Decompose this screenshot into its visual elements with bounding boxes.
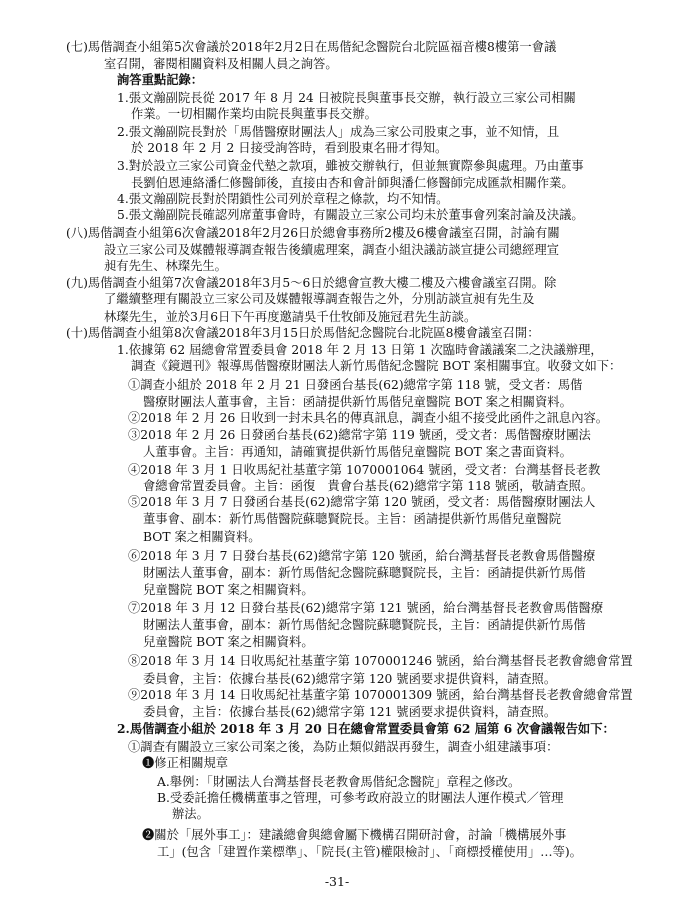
text-line: (九)馬偕調查小組第7次會議2018年3月5～6日於總會宣教大樓二樓及六樓會議室召開。除	[66, 276, 557, 291]
text-line: 兒童醫院 BOT 案之相關資料。	[143, 635, 314, 650]
text-line: 財團法人董事會，副本：新竹馬偕紀念醫院蘇聰賢院長，主旨：函請提供新竹馬偕	[143, 565, 586, 580]
text-line: ⑦2018 年 3 月 12 日發台基長(62)總常字第 121 號函，給台灣基督長老教會馬偕醫療	[128, 601, 604, 616]
text-line: 昶有先生、林璨先生。	[104, 259, 227, 273]
text-line: ⑤2018 年 3 月 7 日發函台基長(62)總常字第 120 號函，受文者：馬偕醫療財團法人	[128, 495, 596, 510]
text-line: ⑨2018 年 3 月 14 日收馬紀社基董字第 1070001309 號函，給台灣基督長老教會總會常置	[128, 687, 633, 702]
text-line: 工」(包含「建置作業標準」、「院長(主管)權限檢討」、「商標授權使用」…等)。	[157, 845, 582, 860]
text-line: ②2018 年 2 月 26 日收到一封未具名的傳真訊息，調查小組不接受此函件之訊息內容。	[128, 411, 609, 426]
text-line: 兒童醫院 BOT 案之相關資料。	[143, 583, 314, 597]
text-line: 委員會，主旨：依據台基長(62)總常字第 120 號函要求提供資料，請查照。	[143, 671, 557, 686]
page-number: -31-	[324, 874, 350, 889]
text-line: 醫療財團法人董事會，主旨：函請提供新竹馬偕兒童醫院 BOT 案之相關資料。	[143, 394, 572, 409]
text-line: 1.張文瀚副院長從 2017 年 8 月 24 日被院長與董事長交辦，執行設立三家公司相關	[117, 90, 576, 105]
text-line: (七)馬偕調查小組第5次會議於2018年2月2日在馬偕紀念醫院台北院區福音樓8樓第一會議	[66, 40, 557, 54]
text-line: ❶修正相關規章	[142, 755, 229, 770]
text-line: 調查《鏡週刊》報導馬偕醫療財團法人新竹馬偕紀念醫院 BOT 案相關事宜。收發文如下：	[131, 359, 622, 374]
text-line: 5.張文瀚副院長確認列席董事會時，有關設立三家公司均未於董事會列案討論及決議。	[117, 208, 584, 223]
text-line: (十)馬偕調查小組第8次會議2018年3月15日於馬偕紀念醫院台北院區8樓會議室召開：	[66, 325, 540, 340]
text-line: 2.張文瀚副院長對於「馬偕醫療財團法人」成為三家公司股東之事，並不知情，且	[117, 125, 560, 140]
text-line: 詢答重點記錄：	[117, 72, 204, 88]
text-line: 會總會常置委員會。主旨：函復 貴會台基長(62)總常字第 118 號函，敬請查照。	[143, 478, 594, 493]
text-line: 1.依據第 62 屆總會常置委員會 2018 年 2 月 13 日第 1 次臨時會議議案二之決議辦理，	[117, 343, 603, 358]
text-line: (八)馬偕調查小組第6次會議2018年2月26日於總會事務所2樓及6樓會議室召開，討論有關	[66, 225, 560, 240]
text-line: 3.對於設立三家公司資金代墊之款項，雖被交辦執行，但並無實際參與處理。乃由董事	[117, 158, 584, 173]
text-line: 財團法人董事會，副本：新竹馬偕紀念醫院蘇聰賢院長，主旨：函請提供新竹馬偕	[143, 618, 586, 633]
text-line: 於 2018 年 2 月 2 日接受詢答時，看到股東名冊才得知。	[131, 141, 448, 156]
text-line: 2.馬偕調查小組於 2018 年 3 月 20 日在總會常置委員會第 62 屆第 6 次會議報告如下：	[117, 721, 615, 737]
text-line: 了繼續整理有關設立三家公司及媒體報導調查報告之外，分別訪談宣昶有先生及	[104, 292, 535, 307]
text-line: BOT 案之相關資料。	[143, 529, 261, 544]
text-line: 辦法。	[172, 807, 209, 822]
text-line: ❷關於「展外事工」：建議總會與總會屬下機構召開研討會，討論「機構展外事	[142, 828, 567, 843]
text-line: 委員會，主旨：依據台基長(62)總常字第 121 號函要求提供資料，請查照。	[143, 705, 557, 720]
text-line: B.受委託擔任機構董事之管理，可參考政府設立的財團法人運作模式／管理	[157, 791, 564, 806]
text-line: 人董事會。主旨：再通知，請確實提供新竹馬偕兒童醫院 BOT 案之書面資料。	[143, 445, 572, 460]
text-line: 作業。一切相關作業均由院長與董事長交辦。	[131, 106, 377, 121]
text-line: 4.張文瀚副院長對於閉鎖性公司列於章程之條款，均不知情。	[117, 192, 449, 207]
text-line: A.舉例：「財團法人台灣基督長老教會馬偕紀念醫院」章程之修改。	[157, 774, 521, 789]
text-line: 室召開，審閱相關資料及相關人員之詢答。	[104, 57, 338, 72]
text-line: ①調查有關設立三家公司案之後，為防止類似錯誤再發生，調查小組建議事項：	[128, 739, 559, 754]
text-line: 設立三家公司及媒體報導調查報告後續處理案，調查小組決議訪談宣捷公司總經理宣	[104, 242, 559, 257]
text-line: 長劉伯恩連絡潘仁修醫師後，直接由杏和會計師與潘仁修醫師完成匯款相關作業。	[131, 175, 574, 190]
text-line: ①調查小組於 2018 年 2 月 21 日發函台基長(62)總常字第 118 號，受文者：馬偕	[128, 378, 583, 393]
text-line: 林璨先生，並於3月6日下午再度邀請吳千仕牧師及施冠君先生訪談。	[104, 309, 477, 324]
text-line: ⑧2018 年 3 月 14 日收馬紀社基董字第 1070001246 號函，給台灣基督長老教會總會常置	[128, 654, 633, 669]
text-line: ⑥2018 年 3 月 7 日發台基長(62)總常字第 120 號函，給台灣基督長老教會馬偕醫療	[128, 548, 596, 563]
text-line: ③2018 年 2 月 26 日發函台基長(62)總常字第 119 號函，受文者：馬偕醫療財團法	[128, 428, 591, 443]
text-line: ④2018 年 3 月 1 日收馬紀社基董字第 1070001064 號函，受文者：台灣基督長老教	[128, 462, 601, 477]
text-line: 董事會、副本：新竹馬偕醫院蘇聰賢院長。主旨：函請提供新竹馬偕兒童醫院	[143, 512, 562, 527]
